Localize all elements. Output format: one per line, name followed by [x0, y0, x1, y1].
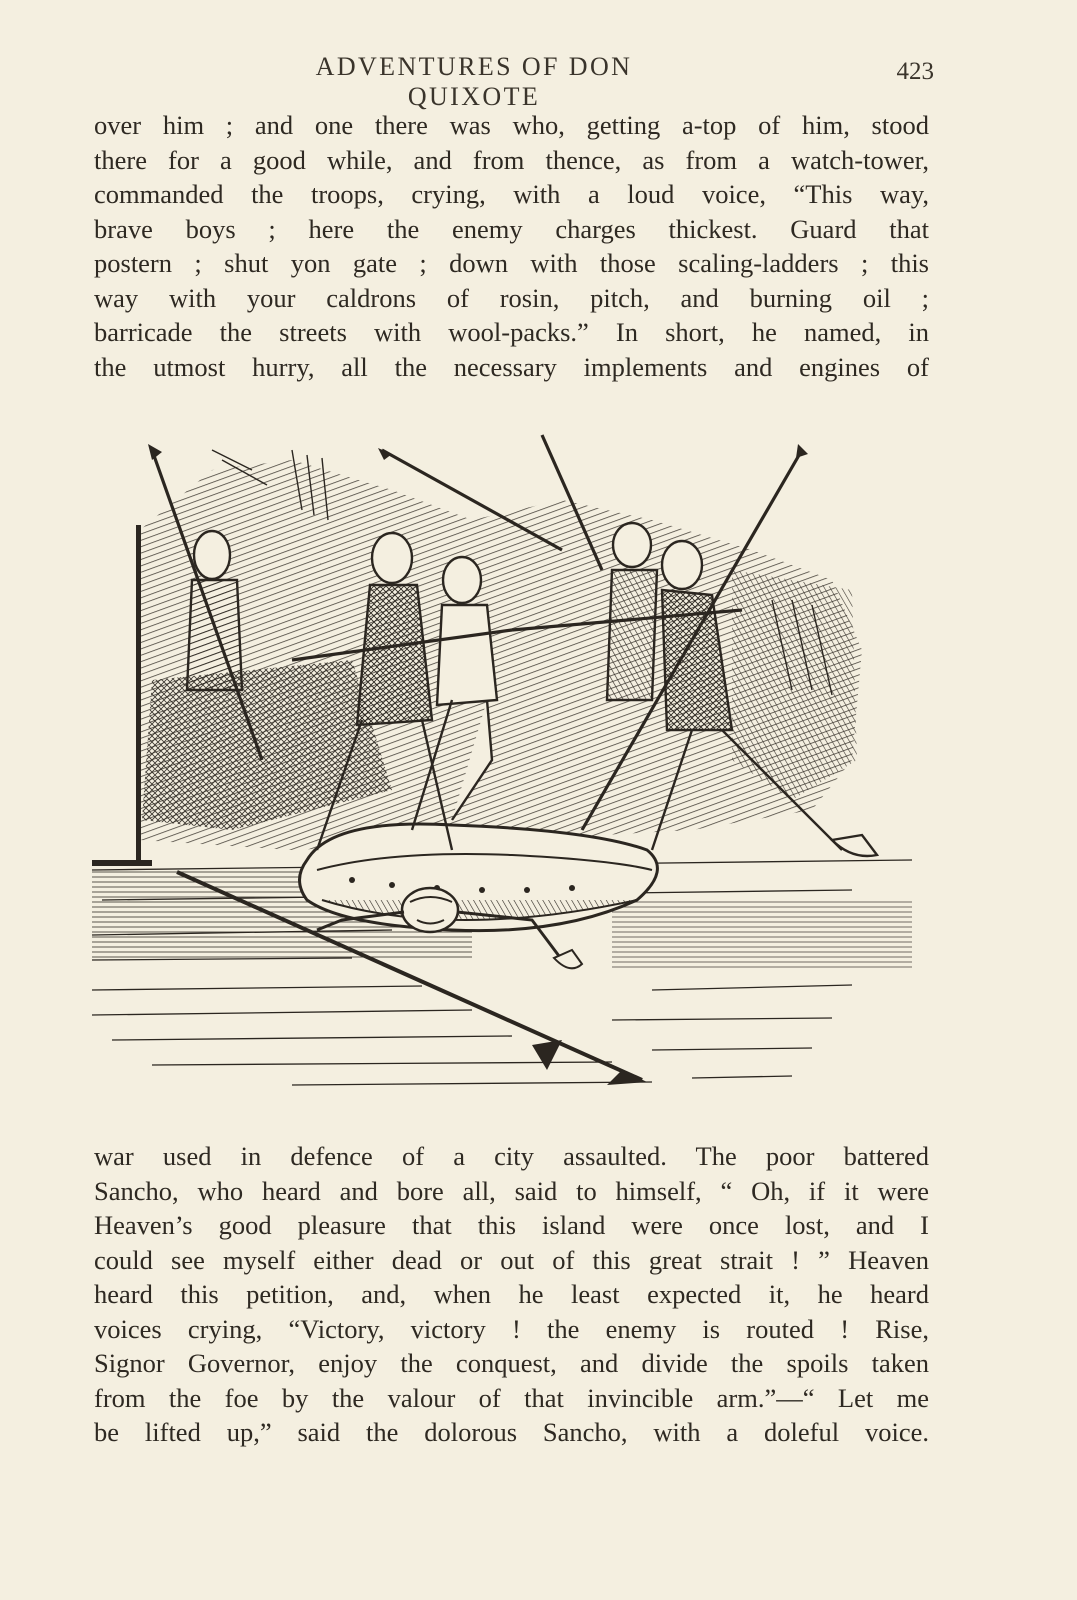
text-line: Signor Governor, enjoy the conquest, and divide the spoils taken [94, 1348, 929, 1378]
text-line: there for a good while, and from thence, as from a watch-tower, [94, 144, 929, 175]
text-line: voices crying, “Victory, victory ! the enemy is routed ! Rise, [94, 1313, 929, 1344]
text-line: brave boys ; here the enemy charges thickest. Guard that [94, 213, 929, 244]
text-line: war used in defence of a city assaulted. The poor battered [94, 1141, 929, 1171]
text-line: heard this petition, and, when he least expected it, he heard [94, 1279, 929, 1309]
battle-scene-engraving [92, 430, 934, 1130]
paragraph-top [94, 108, 929, 384]
text-line: over him ; and one there was who, getting a-top of him, stood [94, 110, 929, 140]
page-number: 423 [896, 58, 934, 85]
text-line: could see myself either dead or out of this great strait ! ” Heaven [94, 1244, 929, 1275]
text-line: way with your caldrons of rosin, pitch, and burning oil ; [94, 282, 929, 313]
text-line: Sancho, who heard and bore all, said to himself, “ Oh, if it were [94, 1175, 929, 1206]
paragraph-bottom [94, 1139, 929, 1450]
engraving-illustration [92, 430, 934, 1130]
text-line: the utmost hurry, all the necessary implements and engines of [94, 351, 929, 382]
text-line: from the foe by the valour of that invincible arm.”—“ Let me [94, 1382, 929, 1413]
text-line: postern ; shut yon gate ; down with those scaling-ladders ; this [94, 248, 929, 278]
running-head [94, 52, 934, 111]
text-line: commanded the troops, crying, with a loud voice, “This way, [94, 179, 929, 209]
text-line: Heaven’s good pleasure that this island were once lost, and I [94, 1210, 929, 1240]
text-line: be lifted up,” said the dolorous Sancho, with a doleful voice. [94, 1417, 929, 1447]
running-title: ADVENTURES OF DON QUIXOTE [315, 52, 633, 111]
text-line: barricade the streets with wool-packs.” In short, he named, in [94, 317, 929, 347]
